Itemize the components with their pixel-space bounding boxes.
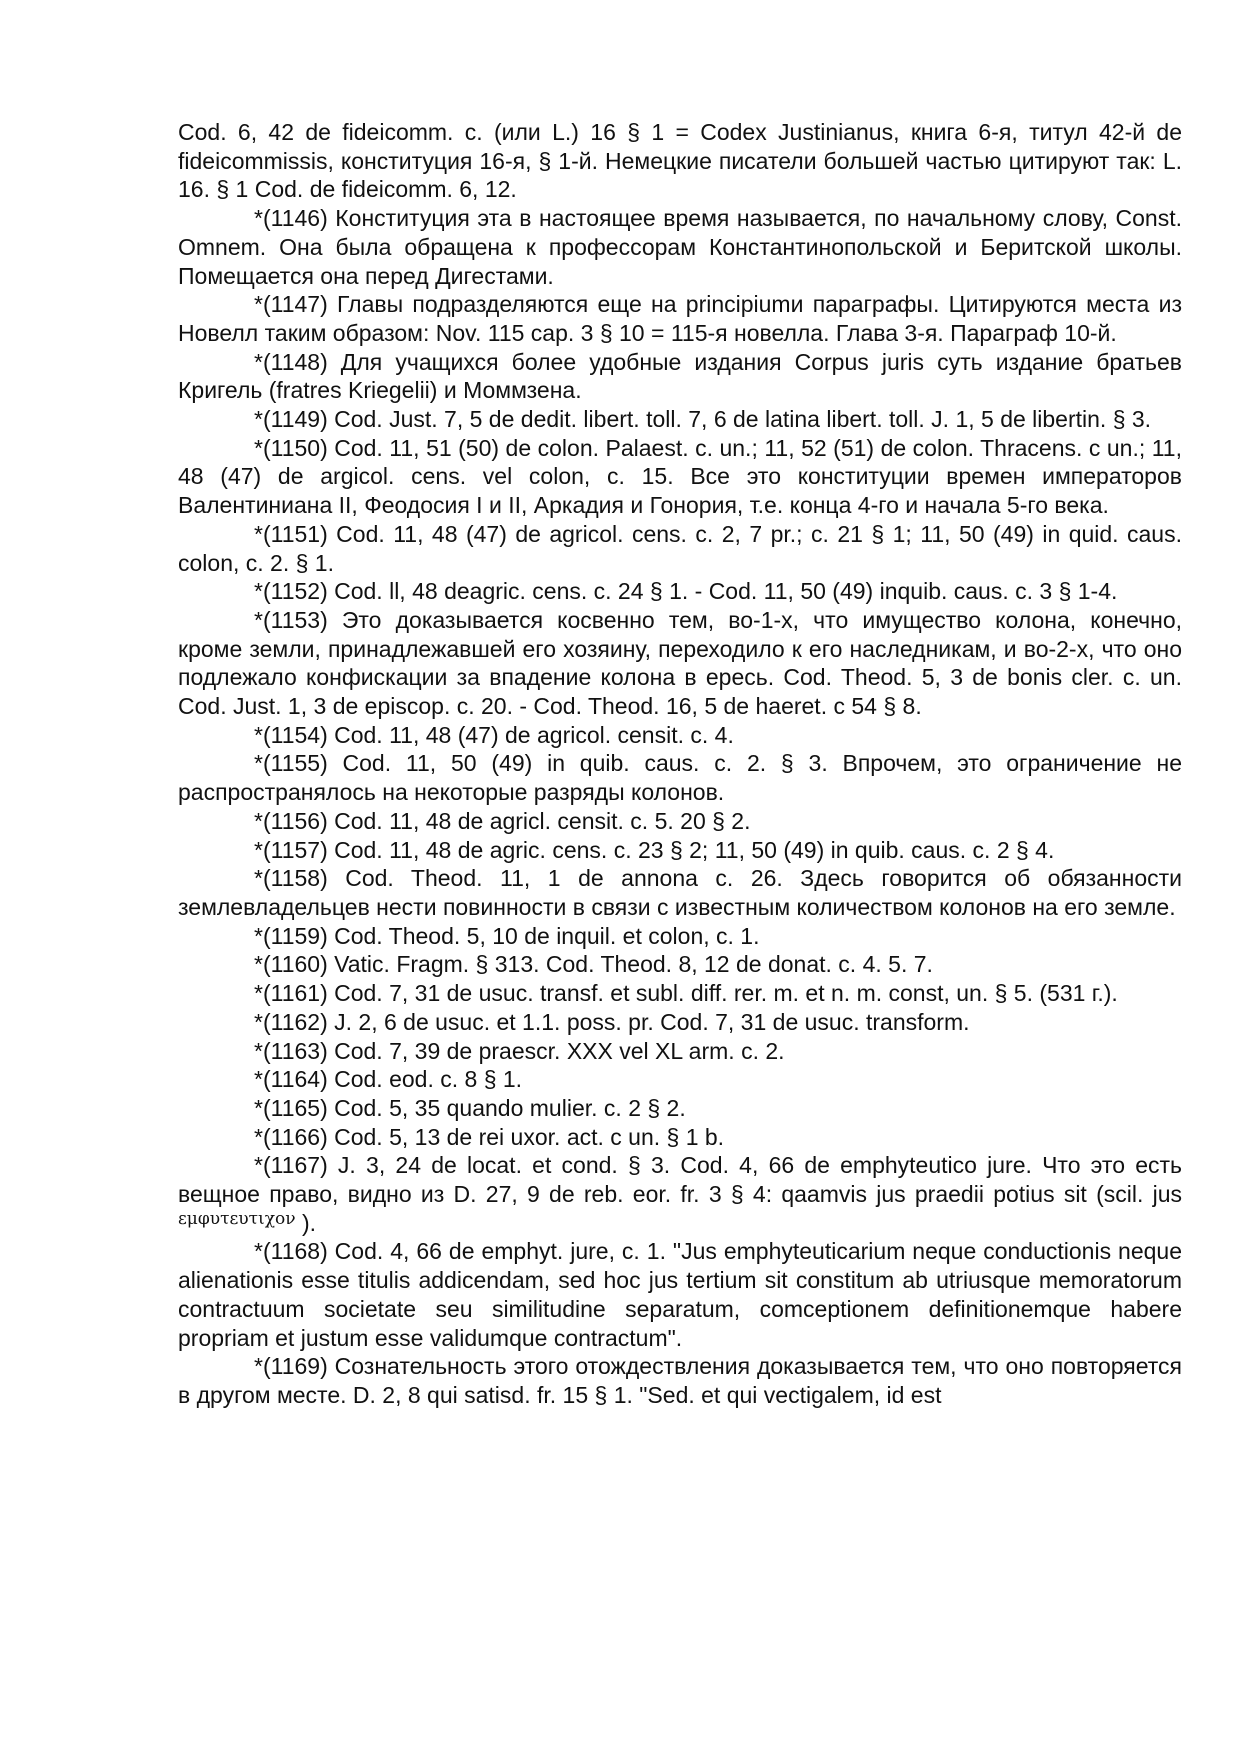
footnote-1164: *(1164) Cod. eod. c. 8 § 1. (254, 1066, 523, 1093)
greek-term: εμφυτευτιχον (178, 1208, 296, 1229)
footnote-1167-text: *(1167) J. 3, 24 de locat. et cond. § 3. Cod. 4, 66 de emphyteutico jure. Что это есть вещное право, видно из D. 27, 9 de reb. eor. fr. 3 § 4: qaamvis jus praedii potius sit (scil. jus (178, 1152, 1182, 1208)
footnote-1156: *(1156) Cod. 11, 48 de agricl. censit. c. 5. 20 § 2. (254, 807, 751, 834)
footnote-paragraph: Cod. 6, 42 de fideicomm. c. (или L.) 16 § 1 = Codex Justinianus, книга 6-я, титул 42-й de fideicommissis, конституция 16-я, § 1-й. Немецкие писатели большей частью цитируют так: L. 16. § 1 Cod. de fideicomm. 6, 12. (178, 119, 1182, 203)
footnote-1160: *(1160) Vatic. Fragm. § 313. Cod. Theod. 8, 12 de donat. c. 4. 5. 7. (254, 951, 933, 978)
footnote-1163: *(1163) Cod. 7, 39 de praescr. XXX vel XL arm. c. 2. (254, 1037, 785, 1064)
footnote-1167-tail: ). (295, 1209, 317, 1236)
footnote-1155: *(1155) Cod. 11, 50 (49) in quib. caus. c. 2. § 3. Впрочем, это ограничение не распространялось на некоторые разряды колонов. (178, 750, 1182, 806)
footnote-1158: *(1158) Cod. Theod. 11, 1 de annona c. 26. Здесь говорится об обязанности землевладельцев нести повинности в связи с известным количеством колонов на его земле. (178, 865, 1182, 920)
footnote-1162: *(1162) J. 2, 6 de usuc. et 1.1. poss. pr. Cod. 7, 31 de usuc. transform. (254, 1008, 970, 1035)
footnote-1161: *(1161) Cod. 7, 31 de usuc. transf. et subl. diff. rer. m. et n. m. const, un. § 5. (531 г.). (254, 980, 1118, 1007)
footnote-1150: *(1150) Cod. 11, 51 (50) de colon. Palaest. c. un.; 11, 52 (51) de colon. Thracens. c un.; 11, 48 (47) de argicol. cens. vel colon, c. 15. Все это конституции времен императоров Валентиниана II, Феодосия I и II, Аркадия и Гонория, т.е. конца 4-го и начала 5-го века. (178, 434, 1182, 519)
footnote-1166: *(1166) Cod. 5, 13 de rei uxor. act. c un. § 1 b. (254, 1123, 725, 1150)
footnote-1168: *(1168) Cod. 4, 66 de emphyt. jure, c. 1. "Jus emphyteuticarium neque conductionis neque alienationis esse titulis addicendam, sed hoc jus tertium sit constitum ab utriusque memoratorum contractuum societate seu similitudine separatum, comceptionem definitionemque habere propriam et justum esse validumque contractum". (178, 1238, 1182, 1351)
footnote-1151: *(1151) Cod. 11, 48 (47) de agricol. cens. c. 2, 7 pr.; c. 21 § 1; 11, 50 (49) in quid. caus. colon, c. 2. § 1. (178, 520, 1182, 576)
footnote-1157: *(1157) Cod. 11, 48 de agric. cens. c. 23 § 2; 11, 50 (49) in quib. caus. c. 2 § 4. (254, 836, 1055, 863)
footnote-1147: *(1147) Главы подразделяются еще на principiumи параграфы. Цитируются места из Новелл таким образом: Nov. 115 cap. 3 § 10 = 115-я новелла. Глава 3-я. Параграф 10-й. (178, 291, 1182, 346)
footnote-1148: *(1148) Для учащихся более удобные издания Corpus juris суть издание братьев Кригель (fratres Kriegelii) и Моммзена. (178, 348, 1182, 404)
footnote-1146: *(1146) Конституция эта в настоящее время называется, по начальному слову, Const. Omnem. Она была обращена к профессорам Константинопольской и Беритской школы. Помещается она перед Дигестами. (178, 205, 1182, 289)
footnote-1154: *(1154) Cod. 11, 48 (47) de agricol. censit. c. 4. (254, 721, 734, 748)
footnote-1169: *(1169) Сознательность этого отождествления доказывается тем, что оно повторяется в другом месте. D. 2, 8 qui satisd. fr. 15 § 1. "Sed. et qui vectigalem, id est (178, 1353, 1182, 1408)
footnote-1152: *(1152) Cod. ll, 48 deagric. cens. c. 24 § 1. - Cod. 11, 50 (49) inquib. caus. c. 3 § 1-4. (254, 578, 1118, 605)
footnote-1159: *(1159) Cod. Theod. 5, 10 de inquil. et colon, c. 1. (254, 922, 760, 949)
document-page (178, 118, 1182, 1410)
footnote-1153: *(1153) Это доказывается косвенно тем, во-1-х, что имущество колона, конечно, кроме земли, принадлежавшей его хозяину, переходило к его наследникам, и во-2-х, что оно подлежало конфискации за впадение колона в ересь. Cod. Theod. 5, 3 de bonis cler. c. un. Cod. Just. 1, 3 de episcop. c. 20. - Cod. Theod. 16, 5 de haeret. c 54 § 8. (178, 606, 1182, 720)
footnote-1165: *(1165) Cod. 5, 35 quando mulier. c. 2 § 2. (254, 1094, 686, 1121)
footnote-1167 (178, 1151, 1182, 1237)
footnote-1149: *(1149) Cod. Just. 7, 5 de dedit. libert. toll. 7, 6 de latina libert. toll. J. 1, 5 de libertin. § 3. (254, 406, 1152, 433)
